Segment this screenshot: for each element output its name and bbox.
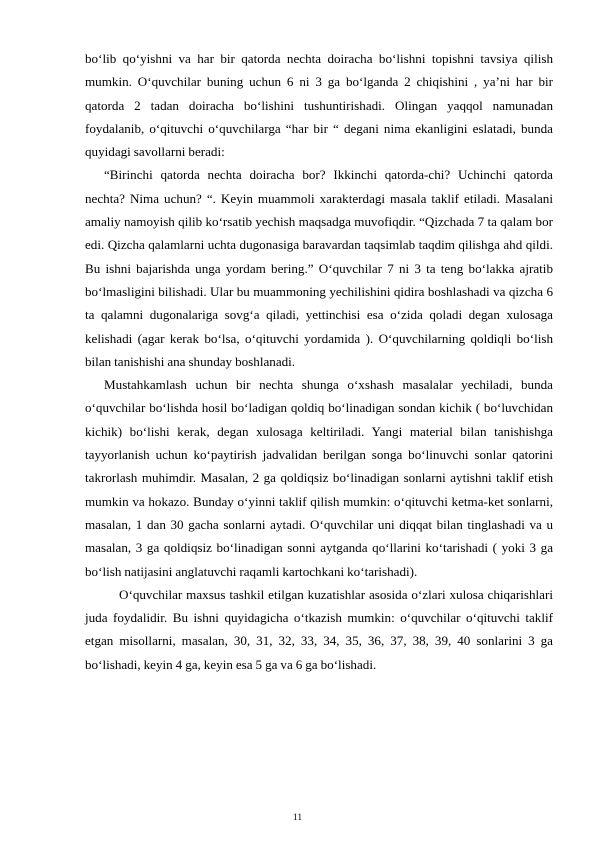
body-text bbox=[85, 47, 553, 676]
paragraph-3: Mustahkamlash uchun bir nechta shunga o‘xshash masalalar yechiladi, bunda o‘quvchilar bo‘lishda hosil bo‘ladigan qoldiq bo‘linadigan sondan kichik ( bo‘luvchidan kichik) bo‘lishi kerak, degan xulosaga keltiriladi. Yangi material bilan tanishishga tayyorlanish uchun ko‘paytirish jadvalidan berilgan songa bo‘linuvchi sonlar qatorini takrorlash muhimdir. Masalan, 2 ga qoldiqsiz bo‘linadigan sonlarni aytishni taklif etish mumkin va hokazo. Bunday o‘yinni taklif qilish mumkin: o‘qituvchi ketma-ket sonlarni, masalan, 1 dan 30 gacha sonlarni aytadi. O‘quvchilar uni diqqat bilan tinglashadi va u masalan, 3 ga qoldiqsiz bo‘linadigan sonni aytganda qo‘llarini ko‘tarishadi ( yoki 3 ga bo‘lish natijasini anglatuvchi raqamli kartochkani ko‘tarishadi). bbox=[85, 377, 553, 579]
page-number: 11 bbox=[292, 813, 303, 823]
paragraph-1: bo‘lib qo‘yishni va har bir qatorda nechta doiracha bo‘lishni topishni tavsiya qilish mumkin. O‘quvchilar buning uchun 6 ni 3 ga bo‘lganda 2 chiqishini , ya’ni har bir qatorda 2 tadan doiracha bo‘lishini tushuntirishadi. Olingan yaqqol namunadan foydalanib, o‘qituvchi o‘quvchilarga “har bir “ degani nima ekanligini eslatadi, bunda quyidagi savollarni beradi: bbox=[85, 51, 553, 160]
paragraph-4: O‘quvchilar maxsus tashkil etilgan kuzatishlar asosida o‘zlari xulosa chiqarishlari juda foydalidir. Bu ishni quyidagicha o‘tkazish mumkin: o‘quvchilar o‘qituvchi taklif etgan misollarni, masalan, 30, 31, 32, 33, 34, 35, 36, 37, 38, 39, 40 sonlarini 3 ga bo‘lishadi, keyin 4 ga, keyin esa 5 ga va 6 ga bo‘lishadi. bbox=[85, 586, 553, 672]
paragraph-2: “Birinchi qatorda nechta doiracha bor? Ikkinchi qatorda-chi? Uchinchi qatorda nechta? Nima uchun? “. Keyin muammoli xarakterdagi masala taklif etiladi. Masalani amaliy namoyish qilib ko‘rsatib yechish maqsadga muvofiqdir. “Qizchada 7 ta qalam bor edi. Qizcha qalamlarni uchta dugonasiga baravardan taqsimlab taqdim qilishga ahd qildi. Bu ishni bajarishda unga yordam bering.” O‘quvchilar 7 ni 3 ta teng bo‘lakka ajratib bo‘lmasligini bilishadi. Ular bu muammoning yechilishini qidira boshlashadi va qizcha 6 ta qalamni dugonalariga sovg‘a qiladi, yettinchisi esa o‘zida qoladi degan xulosaga kelishadi (agar kerak bo‘lsa, o‘qituvchi yordamida ). O‘quvchilarning qoldiqli bo‘lish bilan tanishishi ana shunday boshlanadi. bbox=[85, 167, 553, 369]
